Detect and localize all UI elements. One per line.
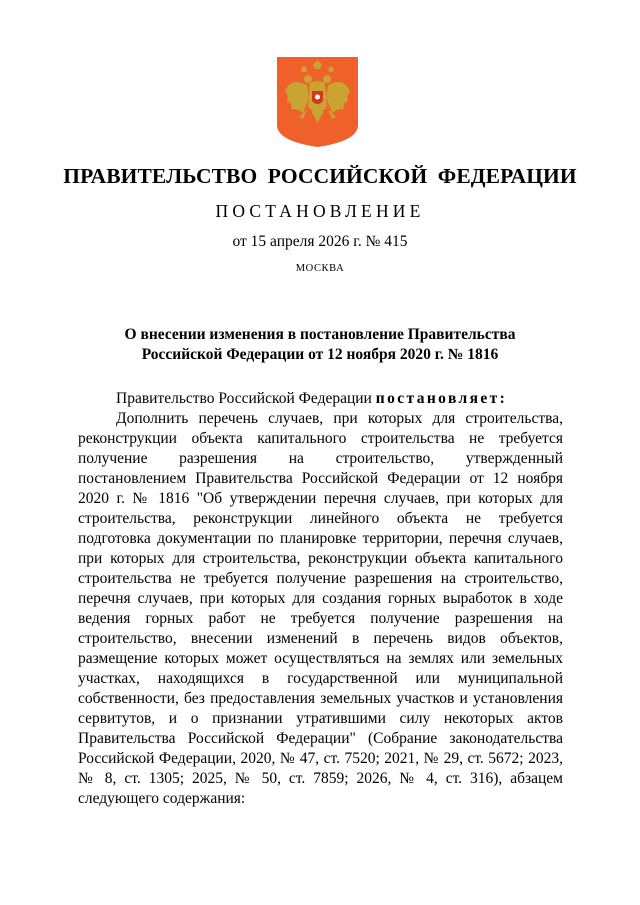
document-body xyxy=(78,389,563,809)
coat-of-arms-emblem xyxy=(277,57,358,147)
document-type: ПОСТАНОВЛЕНИЕ xyxy=(215,201,425,221)
double-headed-eagle-icon xyxy=(277,57,358,147)
resolution-verb: постановляет: xyxy=(375,390,508,407)
document-city: МОСКВА xyxy=(295,263,345,274)
intro-paragraph xyxy=(78,389,563,409)
subject-line-2: Российской Федерации от 12 ноября 2020 г. № 1816 xyxy=(141,346,499,363)
intro-prefix: Правительство Российской Федерации xyxy=(116,390,376,407)
subject-line-1: О внесении изменения в постановление Правительства xyxy=(124,326,516,343)
main-paragraph: Дополнить перечень случаев, при которых для строительства, реконструкции объекта капитального строительства не требуется получение разрешения на строительство, утвержденный постановлением Правительства Российской Федерации от 12 ноября 2020 г. № 1816 "Об утверждении перечня случаев, при которых для строительства, реконструкции линейного объекта не требуется подготовка документации по планировке территории, перечня случаев, при которых для строительства, реконструкции объекта капитального строительства не требуется получение разрешения на строительство, перечня случаев, при которых для создания горных выработок в ходе ведения горных работ не требуется получение разрешения на строительство, внесении изменений в перечень видов объектов, размещение которых может осуществляться на землях или земельных участках, находящихся в государственной или муниципальной собственности, без предоставления земельных участков и установления сервитутов, и о признании утратившими силу некоторых актов Правительства Российской Федерации" (Собрание законодательства Российской Федерации, 2020, № 47, ст. 7520; 2021, № 29, ст. 5672; 2023, № 8, ст. 1305; 2025, № 50, ст. 7859; 2026, № 4, ст. 316), абзацем следующего содержания: xyxy=(78,410,563,807)
document-date-number: от 15 апреля 2026 г. № 415 xyxy=(232,233,408,250)
government-title: ПРАВИТЕЛЬСТВО РОССИЙСКОЙ ФЕДЕРАЦИИ xyxy=(63,164,577,188)
document-subject xyxy=(60,325,580,365)
